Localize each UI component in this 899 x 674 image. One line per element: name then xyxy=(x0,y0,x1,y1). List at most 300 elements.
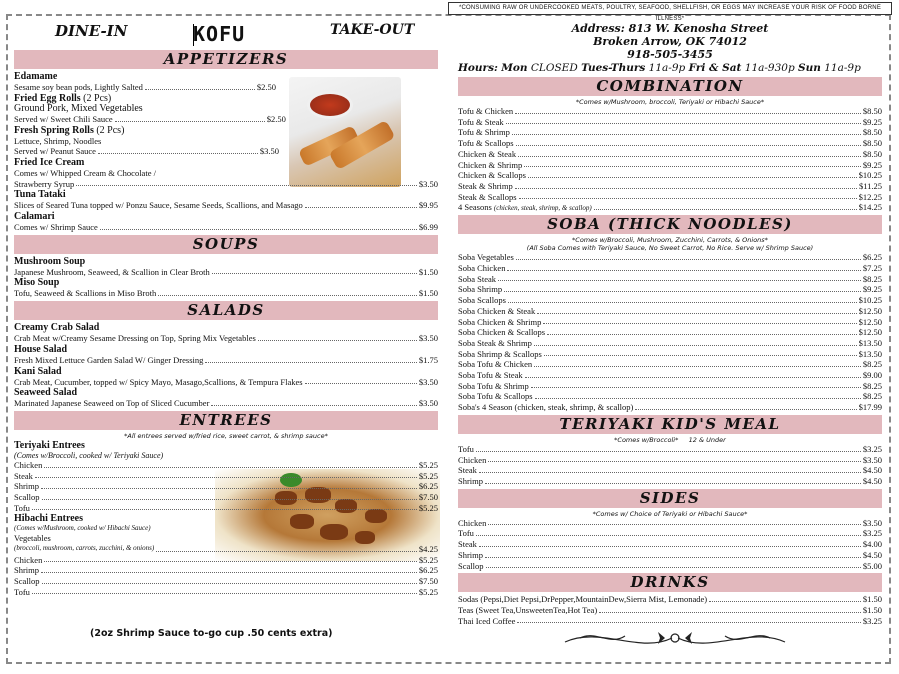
item-label: Tofu xyxy=(14,502,30,513)
sides-heading: SIDES xyxy=(458,489,882,508)
list-item xyxy=(458,160,882,171)
salad-seaweed xyxy=(14,387,438,409)
kids-meal-list xyxy=(458,444,882,487)
price-leader xyxy=(544,349,857,357)
item-label: Chicken & Scallops xyxy=(458,170,526,181)
list-item xyxy=(458,528,882,539)
price-leader xyxy=(547,327,857,335)
price-leader xyxy=(506,117,861,125)
item-price: $7.25 xyxy=(862,263,882,274)
drinks-list xyxy=(458,594,882,626)
price-leader xyxy=(44,460,417,468)
price-leader xyxy=(515,106,861,114)
price-leader xyxy=(98,146,258,154)
item-price: $5.25 xyxy=(418,586,438,597)
teriyaki-entrees-sub: (Comes w/Broccoli, cooked w/ Teriyaki Sauce) xyxy=(14,450,164,460)
price-leader xyxy=(488,455,861,463)
price-leader xyxy=(41,565,417,573)
item-desc: Lettuce, Shrimp, Noodles xyxy=(14,135,102,146)
item-name: Seaweed Salad xyxy=(14,387,78,399)
item-label: Steak xyxy=(14,470,33,481)
item-label: Soba Chicken & Shrimp xyxy=(458,316,542,327)
soup-miso xyxy=(14,277,438,299)
list-item xyxy=(458,127,882,138)
item-label: Soba's 4 Season (chicken, steak, shrimp, & scallop) xyxy=(458,402,634,413)
price-leader xyxy=(41,481,417,489)
sides-note: *Comes w/ Choice of Teriyaki or Hibachi Sauce* xyxy=(592,509,748,518)
item-label: Chicken xyxy=(14,554,43,565)
list-item xyxy=(458,284,882,295)
item-label: Tofu & Steak xyxy=(458,116,504,127)
item-price: $10.25 xyxy=(858,170,882,181)
price-leader xyxy=(515,181,857,189)
list-item xyxy=(458,338,882,349)
item-price: $1.50 xyxy=(418,266,438,277)
item-price: $8.50 xyxy=(862,138,882,149)
list-item xyxy=(14,481,438,492)
item-price: $1.50 xyxy=(862,604,882,615)
item-price: $8.25 xyxy=(862,359,882,370)
appetizer-edamame xyxy=(14,71,438,93)
item-price: $1.50 xyxy=(418,288,438,299)
price-leader xyxy=(115,114,265,122)
item-price: $3.50 xyxy=(862,517,882,528)
price-leader xyxy=(519,192,857,200)
list-item xyxy=(458,359,882,370)
kids-meal-age: 12 & Under xyxy=(688,435,726,444)
item-price: $12.50 xyxy=(858,316,882,327)
price-leader xyxy=(543,317,856,325)
list-item xyxy=(458,518,882,529)
combination-note: *Comes w/Mushroom, broccoli, Teriyaki or Hibachi Sauce* xyxy=(575,98,765,106)
item-price: $3.50 xyxy=(418,178,438,189)
item-price: $3.50 xyxy=(418,333,438,344)
item-label: Soba Tofu & Steak xyxy=(458,370,523,381)
list-item xyxy=(458,455,882,466)
item-label: Soba Shrimp & Scallops xyxy=(458,348,542,359)
item-sub: (broccoli, mushroom, carrots, zucchini, & onions) xyxy=(14,543,155,552)
item-label: Chicken xyxy=(458,517,487,528)
kids-meal-note-line xyxy=(458,436,882,444)
list-item xyxy=(458,402,882,413)
decorative-flourish xyxy=(560,624,790,652)
item-label: Soba Shrimp xyxy=(458,284,503,295)
price-leader xyxy=(534,338,857,346)
list-item xyxy=(458,476,882,487)
item-price: $7.50 xyxy=(418,576,438,587)
right-column xyxy=(458,22,882,626)
item-label: Chicken & Steak xyxy=(458,148,517,159)
price-leader xyxy=(507,263,860,271)
list-item xyxy=(458,149,882,160)
item-label: Chicken & Shrimp xyxy=(458,159,523,170)
kids-meal-heading: TERIYAKI KID'S MEAL xyxy=(458,415,882,434)
item-desc: Ground Pork, Mixed Vegetables xyxy=(14,102,143,114)
item-title-line xyxy=(14,125,438,136)
price-leader xyxy=(512,127,861,135)
item-price: $12.50 xyxy=(858,327,882,338)
hibachi-entrees-sub: (Comes w/Mushroom, cooked w/ Hibachi Sauce) xyxy=(14,524,151,533)
item-price: $8.50 xyxy=(862,106,882,116)
price-leader xyxy=(212,267,417,275)
item-label: Shrimp xyxy=(14,565,40,576)
price-leader xyxy=(35,471,417,479)
list-item xyxy=(458,444,882,455)
item-price: $7.50 xyxy=(418,492,438,503)
list-item xyxy=(458,263,882,274)
item-desc: Served w/ Peanut Sauce xyxy=(14,146,96,157)
soba-list xyxy=(458,252,882,413)
list-item xyxy=(458,381,882,392)
list-item xyxy=(458,349,882,360)
item-label: Soba Steak xyxy=(458,273,497,284)
item-price: $1.50 xyxy=(862,594,882,605)
item-desc: Marinated Japanese Seaweed on Top of Sliced Cucumber xyxy=(14,398,210,409)
item-label: Tofu & Chicken xyxy=(458,106,514,116)
item-price: $17.99 xyxy=(858,402,882,413)
appetizer-tuna-tataki xyxy=(14,189,438,211)
item-price: $4.50 xyxy=(862,549,882,560)
price-leader xyxy=(531,381,861,389)
item-price: $8.25 xyxy=(862,391,882,402)
item-label: Soba Chicken & Scallops xyxy=(458,327,546,338)
item-label-line xyxy=(458,202,592,213)
item-price: $3.50 xyxy=(418,398,438,409)
item-price: $4.50 xyxy=(862,465,882,476)
price-row xyxy=(14,267,438,278)
price-leader xyxy=(485,550,861,558)
list-item xyxy=(14,503,438,514)
price-leader xyxy=(488,518,861,526)
item-name: House Salad xyxy=(14,343,68,355)
teriyaki-list xyxy=(14,460,438,514)
item-price: $5.25 xyxy=(418,554,438,565)
phone-number: 918-505-3455 xyxy=(627,48,713,61)
price-leader xyxy=(44,555,417,563)
price-leader xyxy=(305,377,417,385)
price-leader xyxy=(479,465,861,473)
list-item xyxy=(14,460,438,471)
price-leader xyxy=(145,82,255,90)
price-leader xyxy=(486,561,861,569)
item-price: $13.50 xyxy=(858,348,882,359)
item-label: Soba Tofu & Shrimp xyxy=(458,380,529,391)
price-leader xyxy=(42,492,417,500)
item-label: Soba Steak & Shrimp xyxy=(458,337,532,348)
item-price: $3.50 xyxy=(862,454,882,465)
salad-house xyxy=(14,344,438,366)
hours-fri-day: Fri & Sat xyxy=(688,62,742,74)
item-label: Tofu & Scallops xyxy=(458,138,514,149)
list-item xyxy=(458,317,882,328)
price-row xyxy=(14,288,438,299)
item-desc: Tofu, Seaweed & Scallions in Miso Broth xyxy=(14,288,157,299)
price-leader xyxy=(516,138,861,146)
price-leader xyxy=(535,391,861,399)
item-name: Edamame xyxy=(14,71,58,82)
item-label: Shrimp xyxy=(458,475,484,486)
item-price: $9.25 xyxy=(862,284,882,295)
hours-mon-day: Mon xyxy=(501,62,528,74)
item-label: Soba Vegetables xyxy=(458,252,514,263)
item-price: $2.50 xyxy=(256,82,277,92)
soba-note-2: (All Soba Comes with Teriyaki Sauce, No Sweet Carrot, No Rice. Serve w/ Shrimp Sauce) xyxy=(526,244,814,253)
list-item xyxy=(458,117,882,128)
item-label: Soba Scallops xyxy=(458,295,506,306)
price-leader xyxy=(32,503,417,511)
price-leader xyxy=(635,402,856,410)
price-row xyxy=(14,114,438,125)
item-name: Fried Ice Cream xyxy=(14,157,85,169)
appetizers-heading: APPETIZERS xyxy=(14,50,438,69)
list-item xyxy=(14,587,438,598)
price-leader xyxy=(516,252,861,260)
restaurant-name: KOFU xyxy=(193,22,246,46)
take-out-label: TAKE-OUT xyxy=(330,22,415,38)
hours-label: Hours: xyxy=(458,62,498,74)
item-price: $4.25 xyxy=(418,543,438,554)
list-item xyxy=(14,565,438,576)
item-price: $10.25 xyxy=(858,295,882,306)
item-label: Sodas (Pepsi,Diet Pepsi,DrPepper,MountainDew,Sierra Mist, Lemonade) xyxy=(458,594,708,605)
item-desc: Japanese Mushroom, Seaweed, & Scallion in Clear Broth xyxy=(14,266,210,277)
item-price: $6.99 xyxy=(418,222,438,233)
entrees-heading: ENTREES xyxy=(14,411,438,430)
entrees-note: *All entrees served w/fried rice, sweet carrot, & shrimp sauce* xyxy=(124,431,328,440)
price-leader xyxy=(508,295,857,303)
appetizer-spring-rolls xyxy=(14,125,438,157)
item-desc: Comes w/ Whipped Cream & Chocolate / xyxy=(14,168,156,179)
item-price: $5.00 xyxy=(862,560,882,571)
salad-kani xyxy=(14,366,438,388)
item-price: $1.75 xyxy=(418,354,438,365)
price-leader xyxy=(709,594,861,602)
item-label: Scallop xyxy=(458,560,484,571)
appetizer-egg-rolls xyxy=(14,93,438,125)
item-price: $12.25 xyxy=(858,191,882,202)
item-label: Tofu & Shrimp xyxy=(458,127,510,138)
list-item xyxy=(458,106,882,117)
combination-list xyxy=(458,106,882,213)
item-label: Steak xyxy=(458,539,477,550)
drinks-heading: DRINKS xyxy=(458,573,882,592)
price-leader xyxy=(42,576,417,584)
salads-heading: SALADS xyxy=(14,301,438,320)
hibachi-list xyxy=(14,555,438,598)
list-item xyxy=(458,539,882,550)
list-item xyxy=(14,471,438,482)
item-price: $4.00 xyxy=(862,539,882,550)
list-item xyxy=(458,252,882,263)
item-price: $2.50 xyxy=(266,114,286,125)
appetizer-calamari xyxy=(14,211,438,233)
price-leader xyxy=(205,355,416,363)
price-leader xyxy=(504,284,861,292)
item-desc: Served w/ Sweet Chili Sauce xyxy=(14,114,113,125)
item-price: $6.25 xyxy=(418,565,438,576)
item-sub: (chicken, steak, shrimp, & scallop) xyxy=(493,204,592,213)
item-sub: (2 Pcs) xyxy=(83,92,112,104)
list-item xyxy=(458,594,882,605)
price-leader xyxy=(258,333,417,341)
sides-list xyxy=(458,518,882,572)
item-price: $3.25 xyxy=(862,443,882,454)
list-item xyxy=(458,274,882,285)
list-item xyxy=(458,327,882,338)
appetizer-fried-ice-cream xyxy=(14,157,438,189)
item-label: Shrimp xyxy=(14,481,40,492)
price-leader xyxy=(594,202,857,210)
price-leader xyxy=(76,179,417,187)
item-label: Thai Iced Coffee xyxy=(458,615,516,626)
dine-in-label: DINE-IN xyxy=(55,22,128,40)
price-row xyxy=(14,333,438,344)
item-name: Tuna Tataki xyxy=(14,189,66,201)
item-label: Steak & Scallops xyxy=(458,191,517,202)
item-price: $8.50 xyxy=(862,127,882,138)
hours-sun-day: Sun xyxy=(798,62,821,74)
price-leader xyxy=(156,544,417,552)
salad-creamy-crab xyxy=(14,322,438,344)
item-label: Teas (Sweet Tea,UnsweetenTea,Hot Tea) xyxy=(458,604,598,615)
item-label: Soba Tofu & Chicken xyxy=(458,359,533,370)
item-price: $9.25 xyxy=(862,159,882,170)
item-desc: Sesame soy bean pods, Lightly Salted xyxy=(14,82,143,92)
item-price: $8.50 xyxy=(862,148,882,159)
hours-mon-value: CLOSED xyxy=(530,62,578,74)
item-label: Tofu xyxy=(458,528,474,539)
item-label: Scallop xyxy=(14,576,40,587)
item-desc: Comes w/ Shrimp Sauce xyxy=(14,222,98,233)
soups-heading: SOUPS xyxy=(14,235,438,254)
item-price: $14.25 xyxy=(858,202,882,213)
left-column xyxy=(14,48,438,597)
item-price: $8.25 xyxy=(862,273,882,284)
food-safety-warning: *CONSUMING RAW OR UNDERCOOKED MEATS, POULTRY, SEAFOOD, SHELLFISH, OR EGGS MAY INCREASE YOUR RISK OF FOOD BORNE ILLNESS* xyxy=(448,2,892,15)
item-name: Creamy Crab Salad xyxy=(14,322,100,334)
list-item xyxy=(458,181,882,192)
list-item xyxy=(458,170,882,181)
price-leader xyxy=(158,288,417,296)
item-label: Steak xyxy=(458,465,477,476)
item-name: Fried Egg Rolls xyxy=(14,92,81,104)
price-row xyxy=(14,200,438,211)
hours-sun-value: 11a-9p xyxy=(824,62,861,74)
item-desc: Fresh Mixed Lettuce Garden Salad W/ Ginger Dressing xyxy=(14,354,204,365)
item-price: $8.25 xyxy=(862,380,882,391)
list-item xyxy=(14,492,438,503)
price-leader xyxy=(476,528,861,536)
price-row xyxy=(14,146,438,157)
item-label: Scallop xyxy=(14,492,40,503)
item-sub: (2 Pcs) xyxy=(96,124,125,136)
soba-heading: SOBA (THICK NOODLES) xyxy=(458,215,882,234)
price-leader xyxy=(485,476,861,484)
list-item xyxy=(458,295,882,306)
price-leader xyxy=(534,359,861,367)
list-item xyxy=(458,550,882,561)
price-leader xyxy=(518,149,861,157)
teriyaki-entrees-title: Teriyaki Entrees xyxy=(14,439,85,451)
item-price: $9.25 xyxy=(862,116,882,127)
price-leader xyxy=(537,306,856,314)
item-price: $6.25 xyxy=(418,481,438,492)
item-name: Mushroom Soup xyxy=(14,255,86,267)
item-label: Soba Chicken & Steak xyxy=(458,305,536,316)
item-label: Chicken xyxy=(458,454,487,465)
item-price: $3.25 xyxy=(862,615,882,626)
list-item xyxy=(458,605,882,616)
item-name: Miso Soup xyxy=(14,277,60,289)
item-name: Fresh Spring Rolls xyxy=(14,124,94,136)
shrimp-sauce-note: (2oz Shrimp Sauce to-go cup .50 cents extra) xyxy=(90,628,333,639)
price-leader xyxy=(528,170,857,178)
item-desc: Slices of Seared Tuna topped w/ Ponzu Sauce, Sesame Seeds, Scallions, and Masago xyxy=(14,200,303,211)
soup-mushroom xyxy=(14,256,438,278)
price-row xyxy=(14,377,438,388)
item-price: $3.50 xyxy=(259,146,280,157)
item-label: Tofu xyxy=(14,586,30,597)
list-item xyxy=(458,391,882,402)
price-row xyxy=(14,222,438,233)
kids-meal-note: *Comes w/Broccoli* xyxy=(614,435,679,444)
item-price: $5.25 xyxy=(418,459,438,470)
list-item xyxy=(458,192,882,203)
list-item xyxy=(458,138,882,149)
price-row xyxy=(14,179,438,190)
price-leader xyxy=(599,605,861,613)
hibachi-entrees-title: Hibachi Entrees xyxy=(14,513,83,525)
item-name: Calamari xyxy=(14,211,55,223)
business-hours xyxy=(458,61,882,75)
address: Address: 813 W. Kenosha Street xyxy=(571,22,769,35)
item-price: $11.25 xyxy=(858,180,882,191)
item-price: $5.25 xyxy=(418,502,438,513)
list-item xyxy=(458,202,882,213)
item-price: $9.95 xyxy=(418,200,438,211)
price-row xyxy=(14,355,438,366)
price-row xyxy=(14,82,438,93)
item-label: Chicken xyxy=(14,459,43,470)
list-item xyxy=(14,544,438,555)
price-leader xyxy=(100,222,417,230)
price-leader xyxy=(517,616,860,624)
price-row xyxy=(14,398,438,409)
item-price: $5.25 xyxy=(418,470,438,481)
item-price: $3.50 xyxy=(418,376,438,387)
price-leader xyxy=(211,398,416,406)
item-price: $13.50 xyxy=(858,337,882,348)
item-label: Soba Tofu & Scallops xyxy=(458,391,533,402)
price-leader xyxy=(32,587,417,595)
city-state-zip: Broken Arrow, OK 74012 xyxy=(593,35,747,48)
hours-tue-day: Tues-Thurs xyxy=(581,62,646,74)
price-leader xyxy=(524,160,861,168)
item-desc: Crab Meat, Cucumber, topped w/ Spicy Mayo, Masago,Scallions, & Tempura Flakes xyxy=(14,376,303,387)
item-label: Shrimp xyxy=(458,549,484,560)
item-label: Tofu xyxy=(458,443,474,454)
price-leader xyxy=(305,200,417,208)
list-item xyxy=(458,370,882,381)
item-name: Kani Salad xyxy=(14,365,62,377)
item-price: $9.00 xyxy=(862,370,882,381)
price-leader xyxy=(525,370,861,378)
vegetables-label: Vegetables xyxy=(14,533,51,544)
list-item xyxy=(458,465,882,476)
list-item xyxy=(458,306,882,317)
item-desc: Crab Meat w/Creamy Sesame Dressing on Top, Spring Mix Vegetables xyxy=(14,333,256,344)
list-item xyxy=(458,561,882,572)
